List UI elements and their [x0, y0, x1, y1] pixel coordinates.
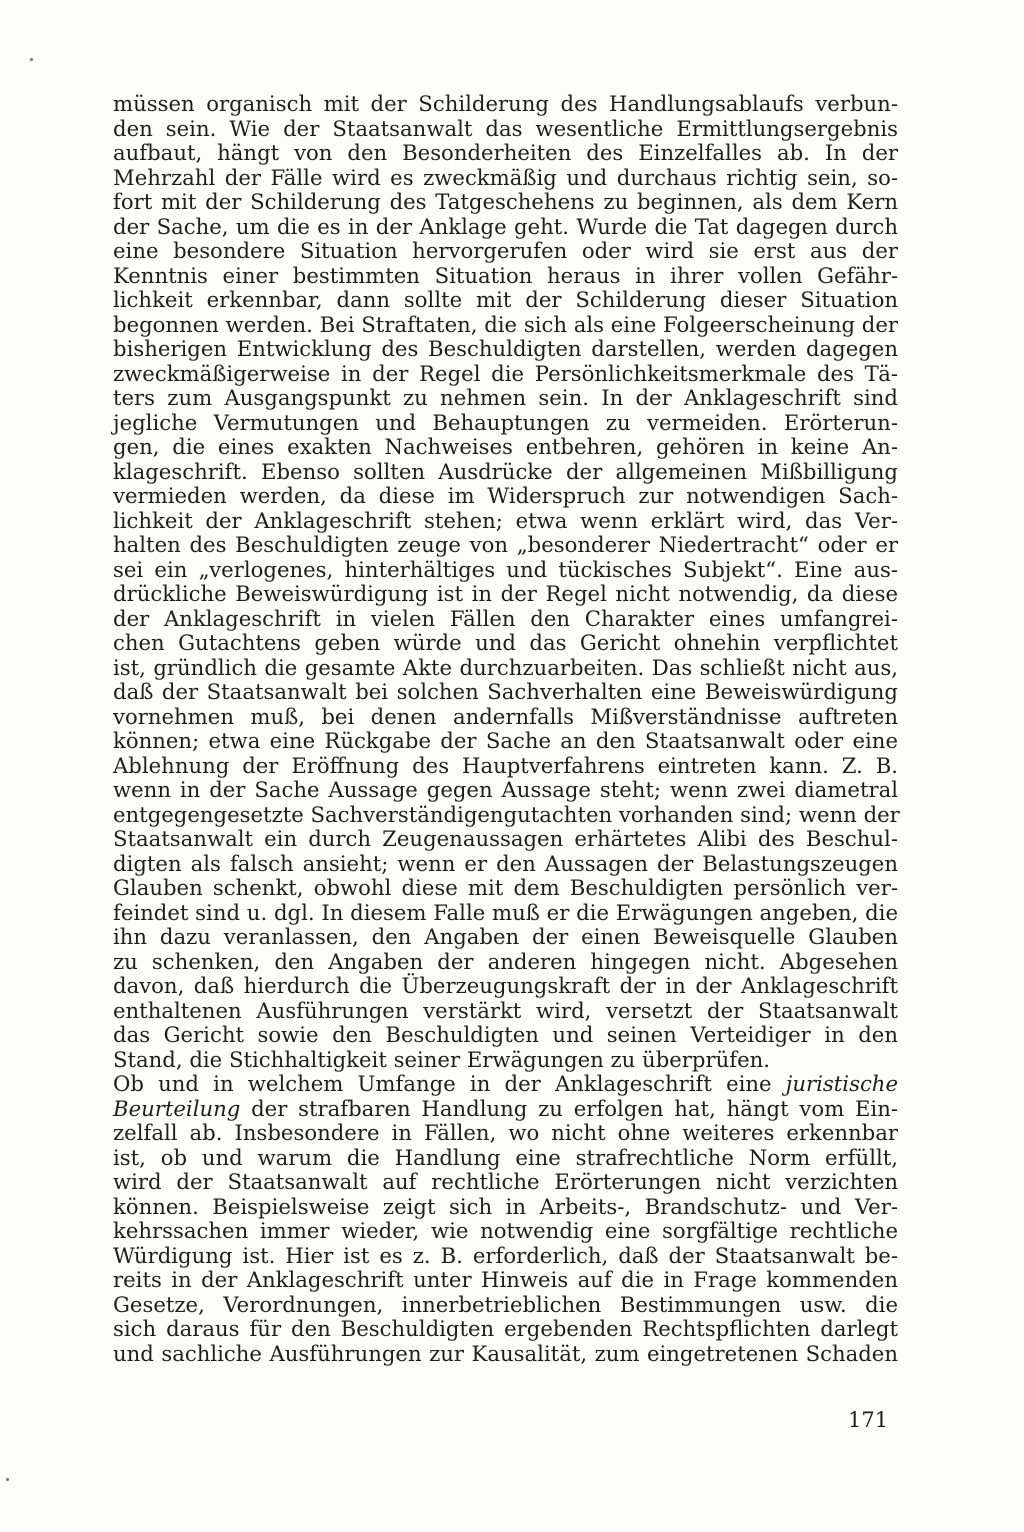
text-line: jegliche Vermutungen und Behauptungen zu vermeiden. Erörterun- [113, 409, 898, 435]
text-line: ihn dazu veranlassen, den Angaben der einen Beweisquelle Glauben [113, 924, 898, 949]
text-line: Mehrzahl der Fälle wird es zweckmäßig und durchaus richtig sein, so- [113, 164, 898, 190]
text-line-rest: der strafbaren Handlung zu erfolgen hat, hängt vom Ein- [240, 1095, 898, 1121]
text-line: eine besondere Situation hervorgerufen oder wird sie erst aus der [113, 238, 898, 263]
text-line: wird der Staatsanwalt auf rechtliche Erörterungen nicht verzichten [113, 1169, 898, 1194]
text-line: der Sache, um die es in der Anklage geht. Wurde die Tat dagegen durch [113, 213, 898, 239]
text-line: feindet sind u. dgl. In diesem Falle muß er die Erwägungen angeben, die [113, 899, 898, 925]
text-line: vermieden werden, da diese im Widerspruch zur notwendigen Sach- [113, 483, 898, 508]
paragraph-2-lines [113, 1121, 898, 1366]
body-text [113, 92, 898, 1366]
italic-term-beurteilung: Beurteilung [113, 1095, 241, 1121]
text-line: können. Beispielsweise zeigt sich in Arbeits-, Brandschutz- und Ver- [113, 1193, 898, 1219]
text-line [113, 1097, 898, 1122]
text-line: sei ein „verlogenes, hinterhältiges und tückisches Subjekt“. Eine aus- [113, 556, 898, 582]
text-line: zelfall ab. Insbesondere in Fällen, wo nicht ohne weiteres erkennbar [113, 1120, 898, 1145]
text-line: entgegengesetzte Sachverständigengutachten vorhanden sind; wenn der [113, 801, 900, 827]
text-line: Kenntnis einer bestimmten Situation heraus in ihrer vollen Gefähr- [113, 262, 898, 288]
text-line: ist, ob und warum die Handlung eine strafrechtliche Norm erfüllt, [113, 1144, 898, 1170]
text-line: kehrssachen immer wieder, wie notwendig eine sorgfältige rechtliche [113, 1218, 898, 1243]
text-line: müssen organisch mit der Schilderung des Handlungsablaufs verbun- [113, 91, 898, 116]
text-line: bisherigen Entwicklung des Beschuldigten darstellen, werden dagegen [113, 336, 898, 361]
text-line: fort mit der Schilderung des Tatgeschehens zu beginnen, als dem Kern [113, 189, 898, 214]
text-line: sich daraus für den Beschuldigten ergebenden Rechtspflichten darlegt [113, 1316, 898, 1341]
text-line [113, 1072, 898, 1097]
text-line: Staatsanwalt ein durch Zeugenaussagen erhärtetes Alibi des Beschul- [113, 826, 898, 851]
text-line: davon, daß hierdurch die Überzeugungskraft der in der Anklageschrift [113, 973, 898, 998]
text-line: chen Gutachtens geben würde und das Gericht ohnehin verpflichtet [113, 630, 898, 655]
italic-term-juristische: juristische [785, 1071, 898, 1096]
text-line: Ablehnung der Eröffnung des Hauptverfahrens eintreten kann. Z. B. [113, 752, 898, 778]
text-line: reits in der Anklageschrift unter Hinweis auf die in Frage kommenden [113, 1267, 898, 1292]
text-line: klageschrift. Ebenso sollten Ausdrücke der allgemeinen Mißbilligung [113, 458, 898, 484]
scan-speck [6, 1478, 9, 1481]
paragraph-1 [113, 92, 898, 1072]
text-line: lichkeit erkennbar, dann sollte mit der Schilderung dieser Situation [113, 287, 898, 312]
text-line: enthaltenen Ausführungen verstärkt wird, versetzt der Staatsanwalt [113, 997, 898, 1023]
text-line: zu schenken, den Angaben der anderen hingegen nicht. Abgesehen [113, 948, 898, 974]
text-line: digten als falsch ansieht; wenn er den Aussagen der Belastungszeugen [113, 850, 898, 876]
text-line: Stand, die Stichhaltigkeit seiner Erwägungen zu überprüfen. [113, 1046, 771, 1072]
text-line: Gesetze, Verordnungen, innerbetrieblichen Bestimmungen usw. die [113, 1291, 898, 1317]
text-line: daß der Staatsanwalt bei solchen Sachverhalten eine Beweiswürdigung [113, 679, 898, 704]
text-line: ters zum Ausgangspunkt zu nehmen sein. In der Anklageschrift sind [113, 385, 898, 410]
text-line: aufbaut, hängt von den Besonderheiten des Einzelfalles ab. In der [113, 140, 898, 165]
paragraph-2 [113, 1072, 898, 1366]
text-line: den sein. Wie der Staatsanwalt das wesentliche Ermittlungsergebnis [113, 115, 898, 141]
text-line: Glauben schenkt, obwohl diese mit dem Beschuldigten persönlich ver- [113, 875, 898, 900]
scan-speck [30, 58, 33, 61]
text-line: zweckmäßigerweise in der Regel die Persönlichkeitsmerkmale des Tä- [113, 360, 898, 386]
text-line: wenn in der Sache Aussage gegen Aussage steht; wenn zwei diametral [113, 777, 898, 802]
text-line: drückliche Beweiswürdigung ist in der Regel nicht notwendig, da diese [113, 581, 898, 606]
text-line: vornehmen muß, bei denen andernfalls Mißverständnisse auftreten [113, 703, 898, 729]
text-line: gen, die eines exakten Nachweises entbehren, gehören in keine An- [113, 434, 898, 459]
text-line: der Anklageschrift in vielen Fällen den Charakter eines umfangrei- [113, 605, 898, 631]
text-line: und sachliche Ausführungen zur Kausalität, zum eingetretenen Schaden [113, 1340, 898, 1366]
page-number: 171 [848, 1408, 889, 1432]
text-line: können; etwa eine Rückgabe der Sache an den Staatsanwalt oder eine [113, 728, 898, 753]
text-line: Würdigung ist. Hier ist es z. B. erforderlich, daß der Staatsanwalt be- [113, 1242, 898, 1268]
text-line-start: Ob und in welchem Umfange in der Anklageschrift eine [113, 1071, 786, 1096]
text-line: das Gericht sowie den Beschuldigten und seinen Verteidiger in den [113, 1022, 898, 1047]
text-line: begonnen werden. Bei Straftaten, die sich als eine Folgeerscheinung der [113, 311, 898, 337]
text-line: ist, gründlich die gesamte Akte durchzuarbeiten. Das schließt nicht aus, [113, 654, 898, 680]
text-line: lichkeit der Anklageschrift stehen; etwa wenn erklärt wird, das Ver- [113, 507, 898, 533]
text-line: halten des Beschuldigten zeuge von „besonderer Niedertracht“ oder er [113, 532, 898, 557]
